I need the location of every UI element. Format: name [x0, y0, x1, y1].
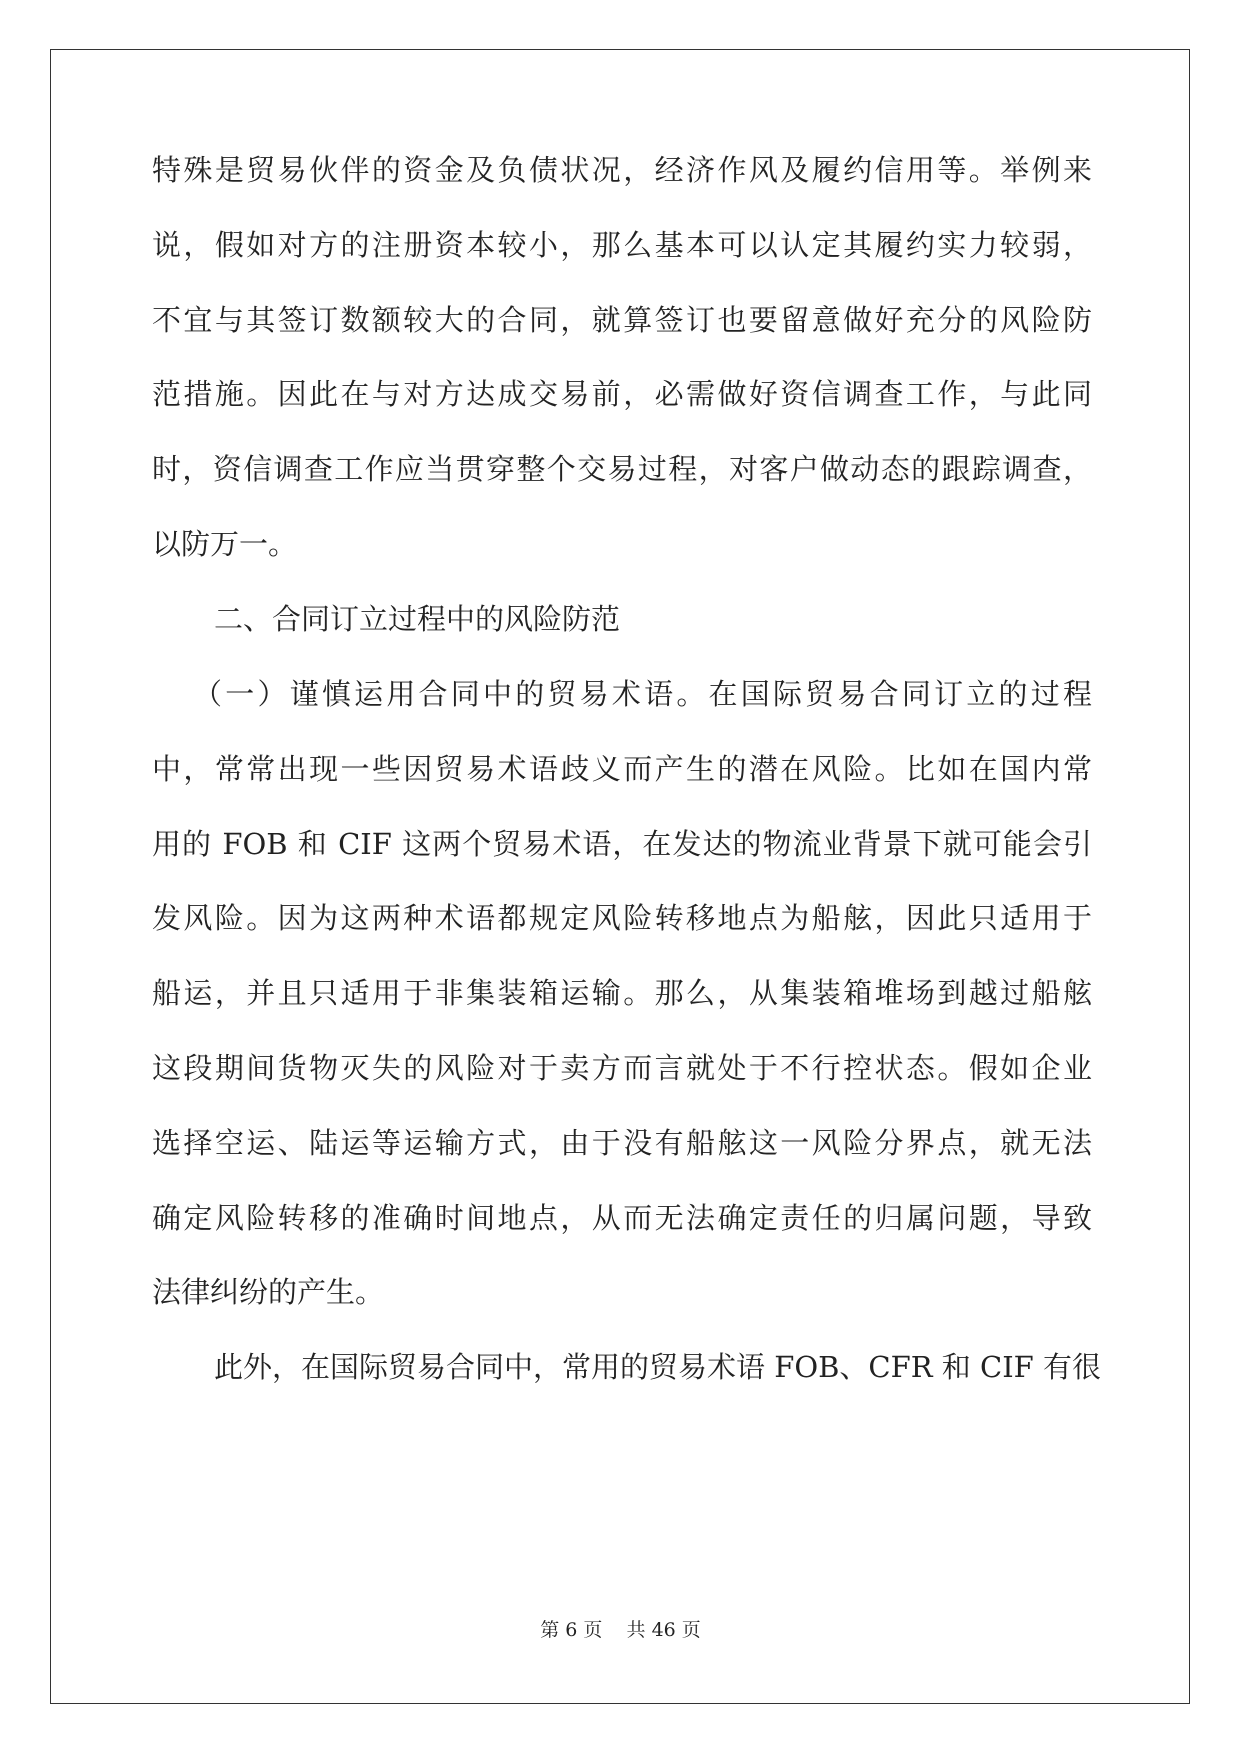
text-line: 船运，并且只适用于非集装箱运输。那么，从集装箱堆场到越过船舷: [152, 976, 1092, 1010]
page-border: [50, 49, 1190, 1704]
text-line: 用的 FOB 和 CIF 这两个贸易术语，在发达的物流业背景下就可能会引: [152, 827, 1092, 861]
text-line: 说，假如对方的注册资本较小，那么基本可以认定其履约实力较弱，: [152, 228, 1092, 262]
text-line: 此外，在国际贸易合同中，常用的贸易术语 FOB、CFR 和 CIF 有很: [214, 1350, 1101, 1384]
total-pages: 共 46 页: [626, 1619, 701, 1641]
subsection-heading-line: （一）谨慎运用合同中的贸易术语。在国际贸易合同订立的过程: [193, 677, 1092, 711]
text-line: 不宜与其签订数额较大的合同，就算签订也要留意做好充分的风险防: [152, 303, 1092, 337]
text-line: 时，资信调查工作应当贯穿整个交易过程，对客户做动态的跟踪调查，: [152, 452, 1092, 486]
section-heading: 二、合同订立过程中的风险防范: [214, 602, 621, 636]
text-line: 以防万一。: [152, 527, 298, 561]
page-footer: [0, 1618, 1241, 1642]
text-line: 发风险。因为这两种术语都规定风险转移地点为船舷，因此只适用于: [152, 901, 1092, 935]
text-line: 中，常常出现一些因贸易术语歧义而产生的潜在风险。比如在国内常: [152, 752, 1092, 786]
text-line: 法律纠纷的产生。: [152, 1275, 385, 1309]
text-line: 这段期间货物灭失的风险对于卖方而言就处于不行控状态。假如企业: [152, 1051, 1092, 1085]
text-line: 特殊是贸易伙伴的资金及负债状况，经济作风及履约信用等。举例来: [152, 153, 1092, 187]
text-line: 确定风险转移的准确时间地点，从而无法确定责任的归属问题，导致: [152, 1201, 1092, 1235]
text-line: 范措施。因此在与对方达成交易前，必需做好资信调查工作，与此同: [152, 377, 1092, 411]
page-number: 第 6 页: [540, 1619, 603, 1641]
text-line: 选择空运、陆运等运输方式，由于没有船舷这一风险分界点，就无法: [152, 1126, 1092, 1160]
